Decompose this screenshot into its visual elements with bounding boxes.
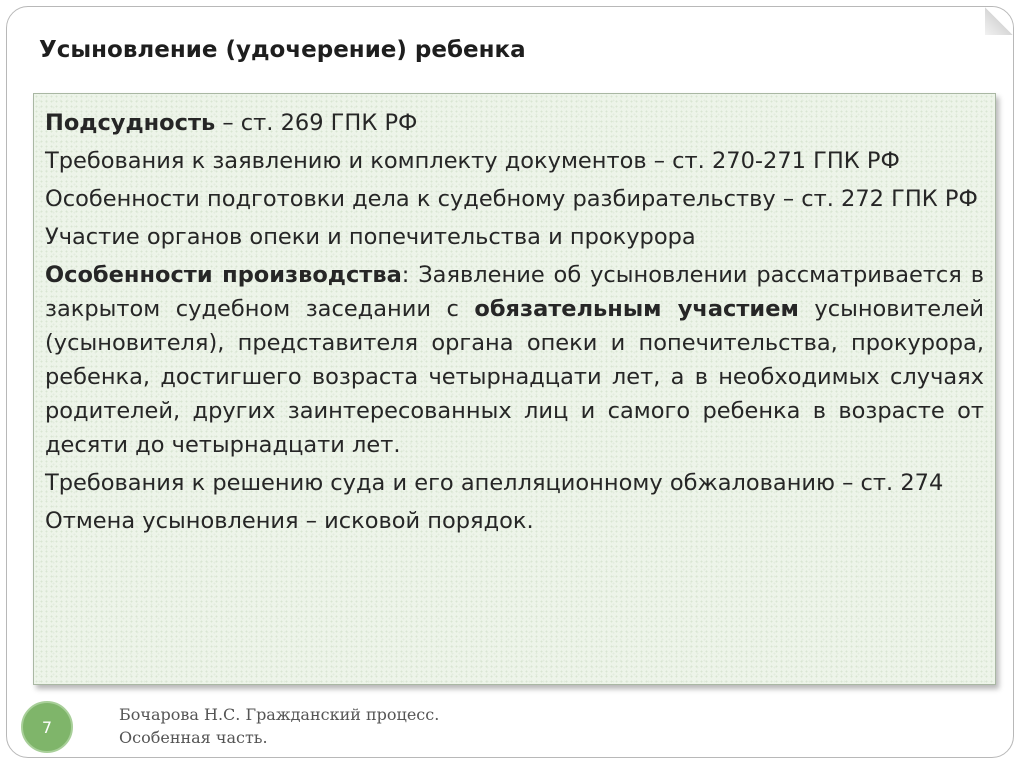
page-number-badge: 7: [21, 701, 73, 753]
content-box: [33, 93, 996, 685]
proceedings-text-1: : Заявление об усыновлении рассматривается в закрытом судебном заседании с: [45, 262, 984, 322]
paragraph-application-requirements: Требования к заявлению и комплекту документов – ст. 270-271 ГПК РФ: [45, 148, 900, 174]
paragraph-adoption-cancellation: Отмена усыновления – исковой порядок.: [45, 508, 534, 534]
proceedings-text-2: усыновителей (усыновителя), представителя органа опеки и попечительства, прокурора, ребенка, достигшего возраста четырнадцати лет, а в необходимых случаях родителей, других заинтересованных лиц и самого ребенка в возрасте от десяти до четырнадцати лет.: [45, 296, 984, 458]
paragraph-decision-requirements: Требования к решению суда и его апелляционному обжалованию – ст. 274: [45, 470, 944, 496]
footer-citation: [119, 703, 439, 749]
paragraph-proceedings-features: [45, 258, 984, 462]
footer-line-1: Бочарова Н.С. Гражданский процесс.: [119, 705, 440, 724]
mandatory-participation-label: обязательным участием: [474, 296, 799, 322]
slide-title: Усыновление (удочерение) ребенка: [39, 37, 526, 63]
page-curl: [985, 7, 1013, 35]
slide: [6, 6, 1014, 758]
paragraph-case-preparation: Особенности подготовки дела к судебному разбирательству – ст. 272 ГПК РФ: [45, 186, 978, 212]
paragraph-guardianship-participation: Участие органов опеки и попечительства и прокурора: [45, 224, 696, 250]
footer-line-2: Особенная часть.: [119, 728, 268, 747]
jurisdiction-label: Подсудность: [45, 110, 216, 136]
proceedings-label: Особенности производства: [45, 262, 402, 288]
paragraph-jurisdiction: [45, 106, 984, 140]
jurisdiction-text: – ст. 269 ГПК РФ: [215, 110, 418, 136]
